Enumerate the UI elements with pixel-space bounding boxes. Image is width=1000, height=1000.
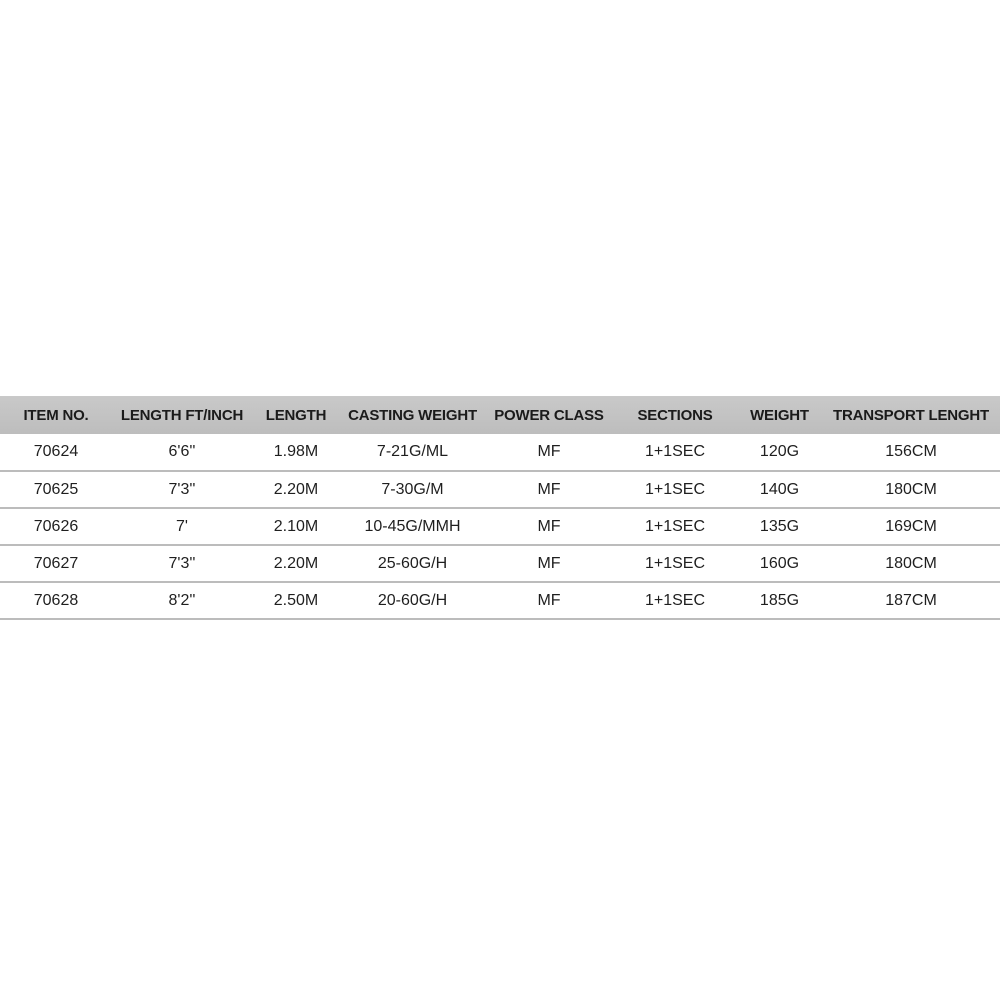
cell-sections: 1+1SEC bbox=[644, 591, 706, 609]
cell-sections: 1+1SEC bbox=[644, 480, 706, 498]
cell-length-ft-inch: 6'6'' bbox=[168, 443, 196, 460]
cell-weight: 135G bbox=[759, 517, 800, 535]
header-length: LENGTH bbox=[265, 406, 327, 424]
table-row bbox=[0, 545, 1000, 582]
spec-table bbox=[0, 396, 1000, 620]
cell-length-ft-inch: 7' bbox=[176, 517, 188, 535]
cell-length: 2.50M bbox=[273, 591, 319, 609]
cell-power-class: MF bbox=[537, 480, 561, 498]
cell-item-no: 70625 bbox=[33, 480, 79, 498]
cell-transport-length: 156CM bbox=[885, 443, 937, 460]
table-row bbox=[0, 582, 1000, 619]
cell-length-ft-inch: 7'3'' bbox=[168, 480, 196, 498]
cell-item-no: 70626 bbox=[33, 517, 79, 535]
cell-sections: 1+1SEC bbox=[644, 517, 706, 535]
header-casting-weight: CASTING WEIGHT bbox=[348, 406, 477, 424]
table-row bbox=[0, 508, 1000, 545]
cell-casting-weight: 10-45G/MMH bbox=[364, 517, 461, 535]
spec-table-body bbox=[0, 434, 1000, 619]
header-row bbox=[0, 396, 1000, 434]
cell-weight: 120G bbox=[759, 443, 800, 460]
cell-length-ft-inch: 7'3'' bbox=[168, 554, 196, 572]
cell-power-class: MF bbox=[537, 517, 561, 535]
cell-power-class: MF bbox=[537, 591, 561, 609]
cell-casting-weight: 25-60G/H bbox=[377, 554, 448, 572]
cell-length: 2.20M bbox=[273, 554, 319, 572]
cell-weight: 160G bbox=[759, 554, 800, 572]
cell-transport-length: 187CM bbox=[885, 591, 937, 609]
header-power-class: POWER CLASS bbox=[494, 406, 604, 424]
spec-table-header bbox=[0, 396, 1000, 434]
cell-item-no: 70624 bbox=[33, 443, 79, 460]
cell-length: 2.20M bbox=[273, 480, 319, 498]
table-row bbox=[0, 471, 1000, 508]
cell-transport-length: 180CM bbox=[885, 554, 937, 572]
cell-casting-weight: 7-30G/M bbox=[381, 480, 444, 498]
cell-weight: 140G bbox=[759, 480, 800, 498]
header-item-no: ITEM NO. bbox=[23, 406, 89, 424]
cell-length-ft-inch: 8'2'' bbox=[168, 591, 196, 609]
header-length-ft-inch: LENGTH FT/INCH bbox=[120, 406, 244, 424]
cell-power-class: MF bbox=[537, 554, 561, 572]
cell-length: 2.10M bbox=[273, 517, 319, 535]
cell-sections: 1+1SEC bbox=[644, 443, 706, 460]
header-sections: SECTIONS bbox=[637, 406, 713, 424]
cell-item-no: 70628 bbox=[33, 591, 79, 609]
cell-transport-length: 169CM bbox=[885, 517, 937, 535]
cell-length: 1.98M bbox=[273, 443, 319, 460]
cell-casting-weight: 7-21G/ML bbox=[376, 443, 449, 460]
cell-item-no: 70627 bbox=[33, 554, 79, 572]
cell-casting-weight: 20-60G/H bbox=[377, 591, 448, 609]
cell-power-class: MF bbox=[537, 443, 561, 460]
header-weight: WEIGHT bbox=[750, 406, 809, 424]
cell-transport-length: 180CM bbox=[885, 480, 937, 498]
table-row bbox=[0, 434, 1000, 471]
cell-sections: 1+1SEC bbox=[644, 554, 706, 572]
cell-weight: 185G bbox=[759, 591, 800, 609]
header-transport-length: TRANSPORT LENGHT bbox=[833, 406, 989, 424]
